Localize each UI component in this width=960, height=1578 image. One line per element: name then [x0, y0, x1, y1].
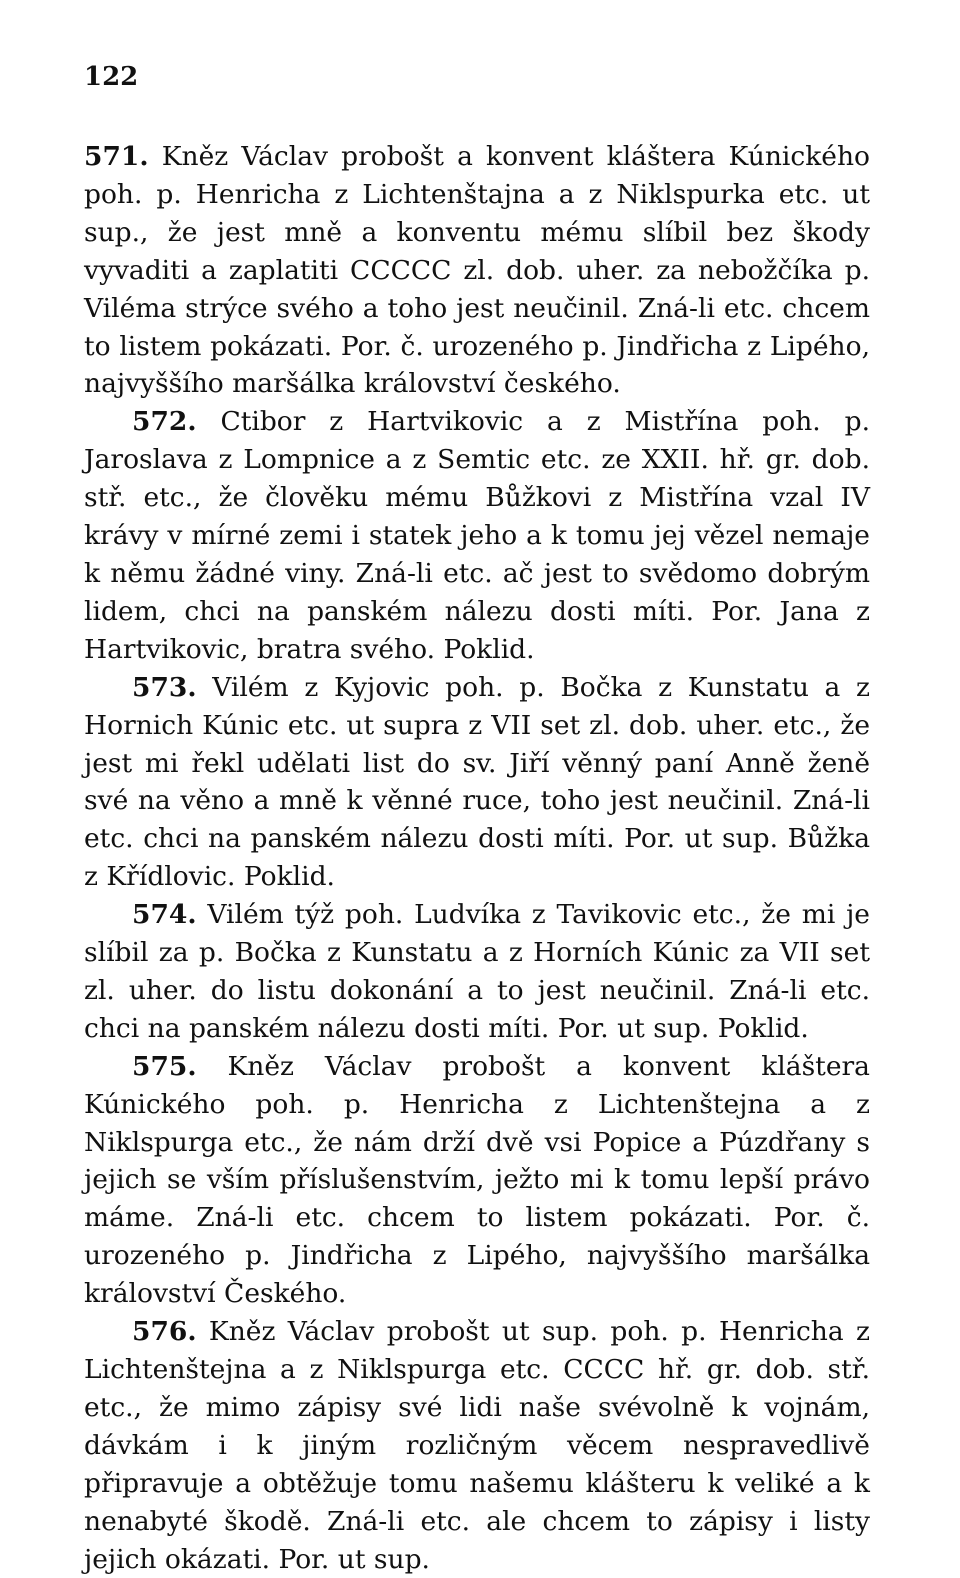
entry-572: [84, 403, 870, 668]
entry-number: 573.: [132, 671, 197, 703]
entry-text: Kněz Václav probošt a konvent kláštera Kúnického poh. p. Henricha z Lichtenštejna a z Niklspurga etc., že nám drží dvě vsi Popice a Púzdřany s jejich se vším příslušenstvím, ježto mi k tomu lepší právo máme. Zná-li etc. chcem to listem pokázati. Por. č. urozeného p. Jindřicha z Lipého, najvyššího maršálka království Českého.: [84, 1050, 870, 1310]
entry-number: 575.: [132, 1050, 197, 1082]
body-text: [84, 138, 870, 1578]
entry-number: 574.: [132, 899, 197, 931]
entry-text: Ctibor z Hartvikovic a z Mistřína poh. p. Jaroslava z Lompnice a z Semtic etc. ze XXII. hř. gr. dob. stř. etc., že člověku mému Bůžkovi z Mistřína vzal IV krávy v mírné zemi i statek jeho a k tomu jej vězel nemaje k němu žádné viny. Zná-li etc. ač jest to svědomo dobrým lidem, chci na panském nálezu dosti míti. Por. Jana z Hartvikovic, bratra svého. Poklid.: [84, 406, 870, 665]
page-number: 122: [84, 62, 139, 92]
entry-text: Vilém týž poh. Ludvíka z Tavikovic etc., že mi je slíbil za p. Bočka z Kunstatu a z Horních Kúnic za VII set zl. uher. do listu dokonání a to jest neučinil. Zná-li etc. chci na panském nálezu dosti míti. Por. ut sup. Poklid.: [84, 899, 870, 1044]
entry-text: Kněz Václav probošt ut sup. poh. p. Henricha z Lichtenštejna a z Niklspurga etc. CCCC hř. gr. dob. stř. etc., že mimo zápisy své lidi naše svévolně k vojnám, dávkám i k jiným rozličným věcem nespravedlivě připravuje a obtěžuje tomu našemu klášteru k veliké a k nenabyté škodě. Zná-li etc. ale chcem to zápisy i listy jejich okázati. Por. ut sup.: [84, 1316, 870, 1575]
entry-text: Vilém z Kyjovic poh. p. Bočka z Kunstatu a z Hornich Kúnic etc. ut supra z VII set zl. dob. uher. etc., že jest mi řekl udělati list do sv. Jiří věnný paní Anně ženě své na věno a mně k věnné ruce, toho jest neučinil. Zná-li etc. chci na panském nálezu dosti míti. Por. ut sup. Bůžka z Křídlovic. Poklid.: [84, 671, 870, 893]
entry-574: [84, 896, 870, 1048]
entry-575: [84, 1048, 870, 1313]
entry-number: 571.: [84, 141, 149, 172]
entry-573: [84, 669, 870, 896]
entry-text: Kněz Václav probošt a konvent kláštera Kúnického poh. p. Henricha z Lichtenštajna a z Niklspurka etc. ut sup., že jest mně a konventu mému slíbil bez škody vyvaditi a zaplatiti CCCCC zl. dob. uher. za nebožčíka p. Viléma strýce svého a toho jest neučinil. Zná-li etc. chcem to listem pokázati. Por. č. urozeného p. Jindřicha z Lipého, najvyššího maršálka království českého.: [84, 141, 870, 400]
entry-576: [84, 1313, 870, 1578]
entry-571: [84, 138, 870, 403]
entry-number: 576.: [132, 1316, 197, 1348]
entry-number: 572.: [132, 406, 197, 438]
